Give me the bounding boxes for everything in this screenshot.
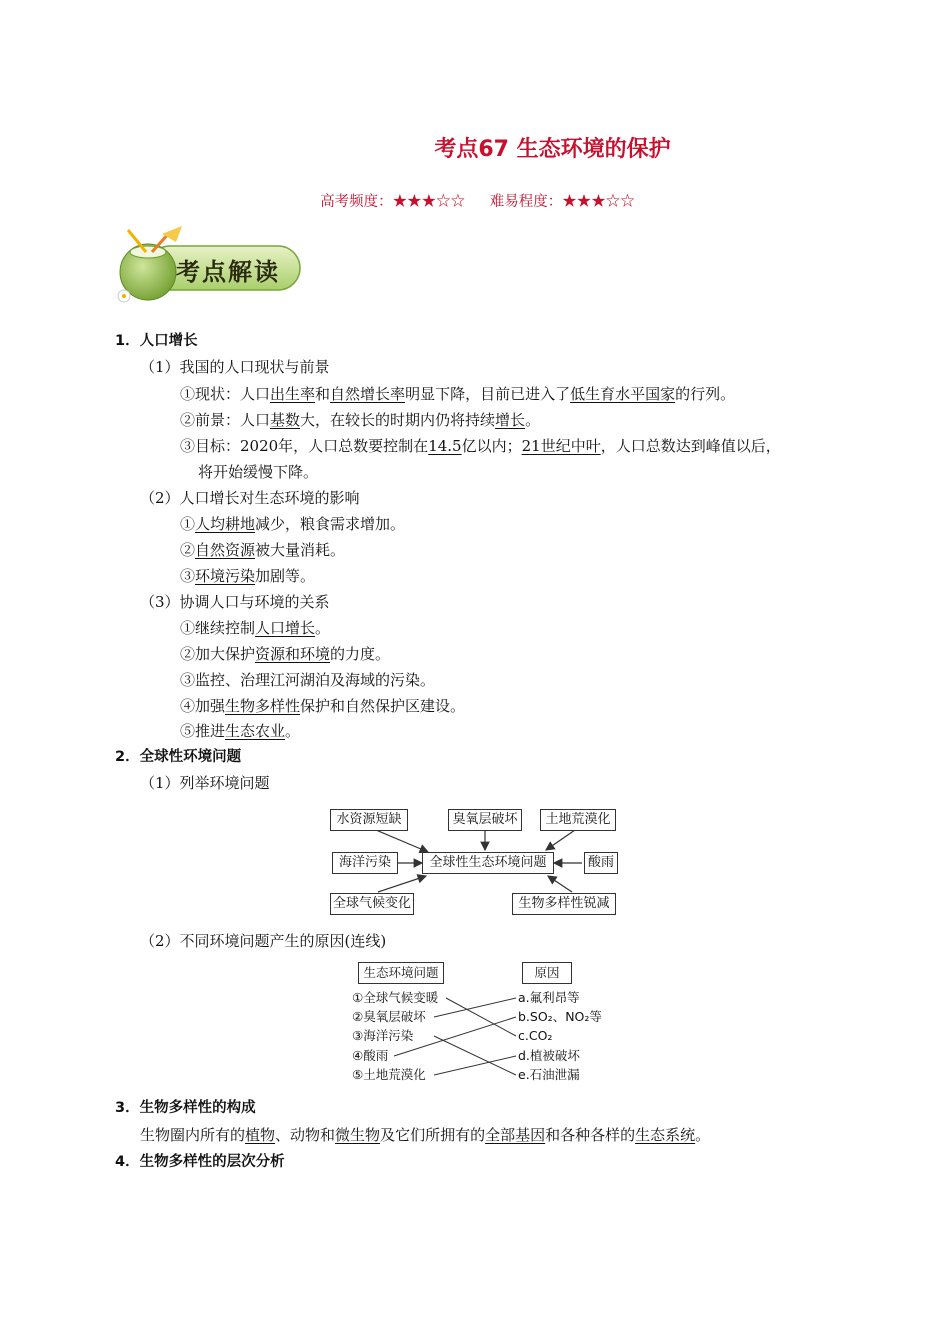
s1-item3-cont: 将开始缓慢下降。 bbox=[198, 463, 319, 481]
ocean-pollution-box: 海洋污染 bbox=[332, 852, 398, 874]
section4-heading: 4．生物多样性的层次分析 bbox=[115, 1154, 285, 1170]
environment-problems-diagram bbox=[320, 800, 630, 920]
s2-sub1: （1）列举环境问题 bbox=[140, 774, 270, 792]
global-center-box: 全球性生态环境问题 bbox=[422, 852, 554, 874]
s2-sub2: （2）不同环境问题产生的原因(连线) bbox=[140, 932, 387, 950]
desertification-box: 土地荒漠化 bbox=[540, 809, 616, 831]
banner-label: 考点解读 bbox=[176, 258, 280, 286]
s1-item3: ③目标：2020年，人口总数要控制在14.5亿以内；21世纪中叶，人口总数达到峰值以后， bbox=[180, 437, 781, 455]
section-banner bbox=[110, 226, 310, 306]
climate-change-box: 全球气候变化 bbox=[330, 893, 414, 915]
cause-b: b.SO₂、NO₂等 bbox=[518, 1009, 602, 1024]
s1-k4: ④加强生物多样性保护和自然保护区建设。 bbox=[180, 697, 466, 715]
cause-d: d.植被破坏 bbox=[518, 1048, 580, 1063]
s1-k5: ⑤推进生态农业。 bbox=[180, 722, 301, 740]
section1-heading: 1．人口增长 bbox=[115, 333, 198, 349]
s1-sub1: （1）我国的人口现状与前景 bbox=[140, 358, 330, 376]
s3-paragraph: 生物圈内所有的植物、动物和微生物及它们所拥有的全部基因和各种各样的生态系统。 bbox=[140, 1126, 711, 1144]
s1-k3: ③监控、治理江河湖泊及海域的污染。 bbox=[180, 671, 436, 689]
difficulty-level: 难易程度：★★★☆☆ bbox=[489, 194, 635, 210]
cause-matching-diagram bbox=[350, 960, 610, 1086]
section3-heading: 3．生物多样性的构成 bbox=[115, 1100, 256, 1116]
section2-heading: 2．全球性环境问题 bbox=[115, 749, 242, 765]
s1-item2: ②前景：人口基数大，在较长的时期内仍将持续增长。 bbox=[180, 411, 541, 429]
acid-rain-box: 酸雨 bbox=[584, 852, 618, 874]
water-shortage-box: 水资源短缺 bbox=[330, 809, 408, 831]
s1-j3: ③环境污染加剧等。 bbox=[180, 567, 316, 585]
biodiversity-loss-box: 生物多样性锐减 bbox=[512, 893, 616, 915]
s1-sub2: （2）人口增长对生态环境的影响 bbox=[140, 489, 360, 507]
cause-c: c.CO₂ bbox=[518, 1028, 553, 1043]
problem-1: ①全球气候变暖 bbox=[352, 990, 439, 1005]
page-title: 考点67 生态环境的保护 bbox=[434, 137, 671, 162]
s1-k2: ②加大保护资源和环境的力度。 bbox=[180, 645, 391, 663]
exam-frequency: 高考频度：★★★☆☆ bbox=[320, 194, 466, 210]
s1-j2: ②自然资源被大量消耗。 bbox=[180, 541, 346, 559]
frequency-line bbox=[0, 190, 950, 211]
problem-4: ④酸雨 bbox=[352, 1048, 389, 1063]
s1-item1: ①现状：人口出生率和自然增长率明显下降，目前已进入了低生育水平国家的行列。 bbox=[180, 385, 736, 403]
cause-header: 原因 bbox=[522, 962, 572, 984]
s1-sub3: （3）协调人口与环境的关系 bbox=[140, 593, 330, 611]
ozone-box: 臭氧层破坏 bbox=[448, 809, 522, 831]
problem-5: ⑤土地荒漠化 bbox=[352, 1067, 426, 1082]
s1-j1: ①人均耕地减少，粮食需求增加。 bbox=[180, 515, 406, 533]
problem-header: 生态环境问题 bbox=[358, 962, 444, 984]
problem-3: ③海洋污染 bbox=[352, 1028, 414, 1043]
s1-k1: ①继续控制人口增长。 bbox=[180, 619, 331, 637]
cause-a: a.氟利昂等 bbox=[518, 990, 580, 1005]
problem-2: ②臭氧层破坏 bbox=[352, 1009, 426, 1024]
cause-e: e.石油泄漏 bbox=[518, 1067, 580, 1082]
